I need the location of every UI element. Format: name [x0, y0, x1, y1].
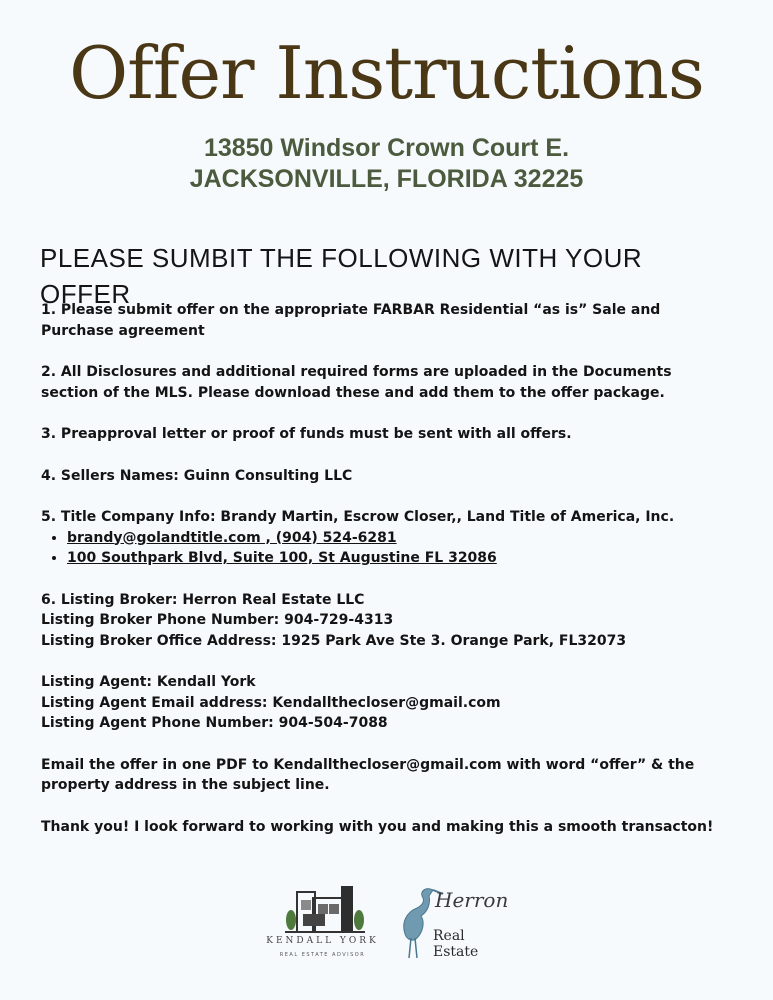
title-company-list — [41, 528, 741, 569]
email-line-2: property address in the subject line. — [41, 777, 330, 793]
item-1-line-2: Purchase agreement — [41, 322, 205, 339]
kendall-york-tag: REAL ESTATE ADVISOR — [279, 952, 366, 958]
property-address — [0, 133, 773, 195]
section-heading: PLEASE SUMBIT THE FOLLOWING WITH YOUR OFFER — [40, 243, 643, 309]
item-2-line-2: section of the MLS. Please download these and add them to the offer package. — [41, 384, 665, 401]
kendall-york-name: KENDALL YORK — [266, 936, 379, 946]
title-company-address-link[interactable]: • 100 Southpark Blvd, Suite 100, St Augustine FL 32086 — [67, 548, 741, 569]
email-line-1: Email the offer in one PDF to Kendallthecloser@gmail.com with word “offer” & the — [41, 756, 695, 773]
herron-real-estate-text: Real Estate — [433, 928, 479, 960]
agent-line-1: Listing Agent: Kendall York — [41, 674, 256, 690]
address-line-1: 13850 Windsor Crown Court E. — [203, 134, 570, 162]
instructions-body — [41, 300, 741, 837]
kendall-york-logo — [255, 880, 390, 960]
address-line-2: JACKSONVILLE, FLORIDA 32225 — [189, 165, 584, 193]
item-2-line-1: 2. All Disclosures and additional required forms are uploaded in the Documents — [41, 364, 672, 380]
agent-line-3: Listing Agent Phone Number: 904-504-7088 — [41, 715, 388, 731]
agent-line-2: Listing Agent Email address: Kendallthecloser@gmail.com — [41, 694, 501, 711]
item-6-line-2: Listing Broker Phone Number: 904-729-4313 — [41, 612, 394, 628]
item-3: 3. Preapproval letter or proof of funds must be sent with all offers. — [41, 426, 572, 442]
item-5: 5. Title Company Info: Brandy Martin, Escrow Closer,, Land Title of America, Inc. — [41, 509, 675, 525]
herron-script: Herron — [435, 888, 509, 912]
page-title: Offer Instructions — [69, 31, 704, 115]
item-4: 4. Sellers Names: Guinn Consulting LLC — [41, 467, 353, 484]
thanks-line: Thank you! I look forward to working with you and making this a smooth transacton! — [41, 818, 714, 835]
logos — [255, 872, 515, 962]
item-6-line-3: Listing Broker Office Address: 1925 Park Ave Ste 3. Orange Park, FL32073 — [41, 632, 627, 649]
item-6-line-1: 6. Listing Broker: Herron Real Estate LLC — [41, 591, 365, 608]
title-company-contact-link[interactable]: • brandy@golandtitle.com , (904) 524-6281 — [67, 528, 741, 549]
herron-real-estate-logo — [395, 882, 509, 962]
item-1-line-1: 1. Please submit offer on the appropriate FARBAR Residential “as is” Sale and — [41, 302, 661, 318]
house-icon — [255, 880, 390, 936]
